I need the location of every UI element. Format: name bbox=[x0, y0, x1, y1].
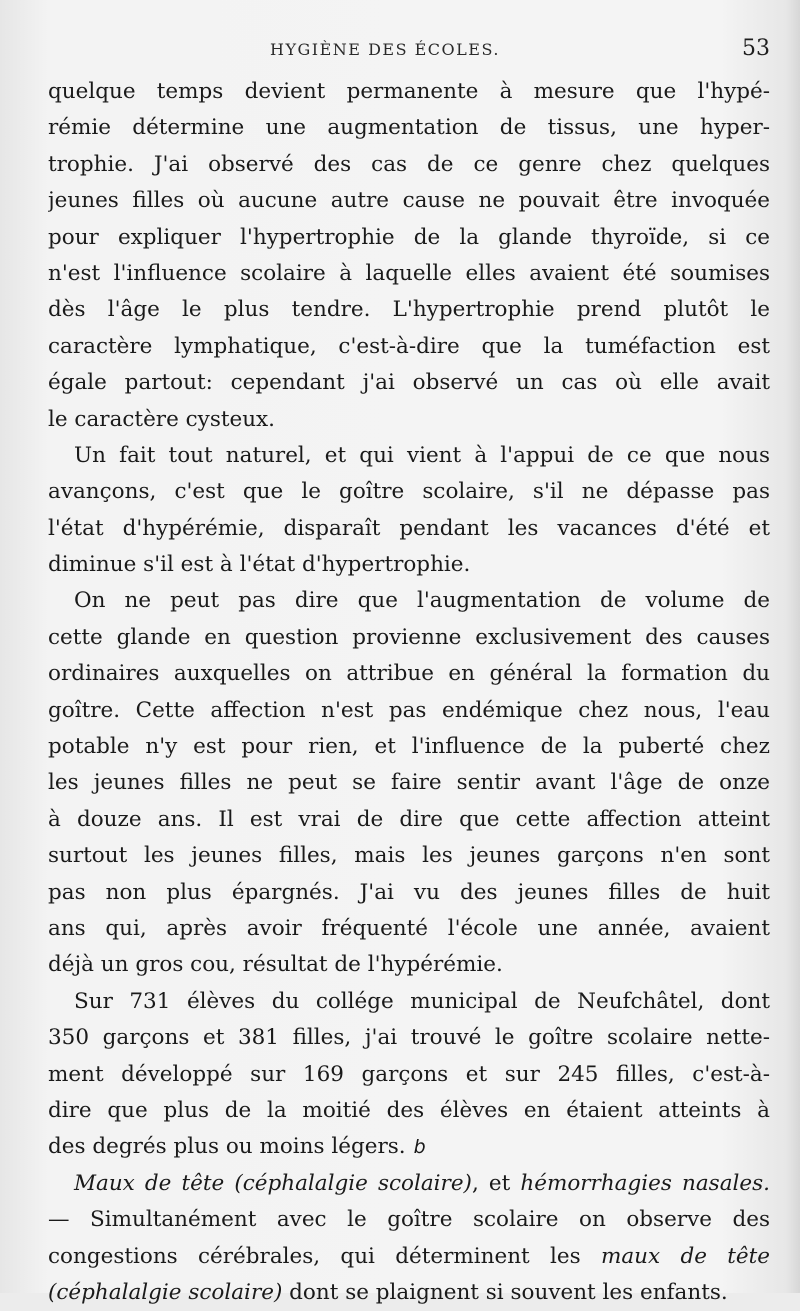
body-text bbox=[48, 74, 770, 1311]
text-line: pour expliquer l'hypertrophie de la glande thyroïde, si ce bbox=[48, 224, 770, 250]
text-line: l'état d'hypérémie, disparaît pendant les vacances d'été et bbox=[48, 515, 770, 541]
running-head bbox=[48, 36, 770, 66]
text-line: Un fait tout naturel, et qui vient à l'appui de ce que nous bbox=[74, 442, 770, 468]
text-line: rémie détermine une augmentation de tissus, une hyper- bbox=[48, 115, 770, 141]
text-line: quelque temps devient permanente à mesure que l'hypé- bbox=[48, 79, 770, 104]
text-line: ordinaires auxquelles on attribue en général la formation du bbox=[48, 661, 770, 687]
text-line: le caractère cysteux. bbox=[48, 406, 276, 432]
text-line: potable n'y est pour rien, et l'influence de la puberté chez bbox=[48, 734, 770, 760]
italic-run: maux de tête bbox=[600, 1243, 770, 1269]
text-line: ans qui, après avoir fréquenté l'école une année, avaient bbox=[48, 915, 770, 941]
text-line: diminue s'il est à l'état d'hypertrophie. bbox=[48, 552, 471, 578]
text-line: n'est l'influence scolaire à laquelle elles avaient été soumises bbox=[48, 260, 770, 286]
text-line: avançons, c'est que le goître scolaire, s'il ne dépasse pas bbox=[48, 479, 770, 505]
text-line: les jeunes filles ne peut se faire sentir avant l'âge de onze bbox=[48, 770, 770, 796]
text-line: On ne peut pas dire que l'augmentation de volume de bbox=[74, 588, 770, 614]
text-line: dès l'âge le plus tendre. L'hypertrophie prend plutôt le bbox=[48, 297, 770, 323]
italic-run: (céphalalgie scolaire) bbox=[48, 1279, 283, 1305]
section-heading-line bbox=[48, 1166, 770, 1202]
text-run: des degrés plus ou moins légers. bbox=[48, 1134, 406, 1160]
text-run: dont se plaignent si souvent les enfants. bbox=[282, 1279, 728, 1305]
text-line: déjà un gros cou, résultat de l'hypérémie. bbox=[48, 952, 503, 978]
page-edge-shadow bbox=[786, 0, 800, 1293]
section-heading: Maux de tête (céphalalgie scolaire) bbox=[74, 1170, 472, 1196]
text-line: — Simultanément avec le goître scolaire on observe des bbox=[48, 1207, 770, 1233]
text-line: ment développé sur 169 garçons et sur 245 filles, c'est-à- bbox=[48, 1061, 770, 1087]
text-line: 350 garçons et 381 filles, j'ai trouvé le goître scolaire nette- bbox=[48, 1025, 770, 1051]
text-line: pas non plus épargnés. J'ai vu des jeunes filles de huit bbox=[48, 879, 770, 905]
section-heading: hémorrhagies nasales. bbox=[520, 1170, 770, 1196]
text-line: trophie. J'ai observé des cas de ce genre chez quelques bbox=[48, 151, 770, 177]
text-line bbox=[48, 1129, 770, 1165]
text-run: , et bbox=[471, 1170, 521, 1196]
text-line bbox=[48, 1239, 770, 1275]
running-title: HYGIÈNE DES ÉCOLES. bbox=[270, 40, 500, 59]
page-number: 53 bbox=[742, 36, 770, 61]
handwritten-mark: b bbox=[413, 1136, 426, 1159]
text-line: cette glande en question provienne exclusivement des causes bbox=[48, 624, 770, 650]
text-line: jeunes filles où aucune autre cause ne pouvait être invoquée bbox=[48, 188, 770, 214]
text-line: caractère lymphatique, c'est-à-dire que la tuméfaction est bbox=[48, 333, 770, 359]
text-line: goître. Cette affection n'est pas endémique chez nous, l'eau bbox=[48, 697, 770, 723]
text-line: égale partout: cependant j'ai observé un cas où elle avait bbox=[48, 370, 770, 396]
text-line: surtout les jeunes filles, mais les jeunes garçons n'en sont bbox=[48, 843, 770, 869]
text-line: Sur 731 élèves du collége municipal de Neufchâtel, dont bbox=[74, 988, 770, 1014]
text-line: à douze ans. Il est vrai de dire que cette affection atteint bbox=[48, 806, 770, 832]
text-line: dire que plus de la moitié des élèves en étaient atteints à bbox=[48, 1097, 770, 1123]
text-run: congestions cérébrales, qui déterminent les bbox=[48, 1243, 601, 1269]
